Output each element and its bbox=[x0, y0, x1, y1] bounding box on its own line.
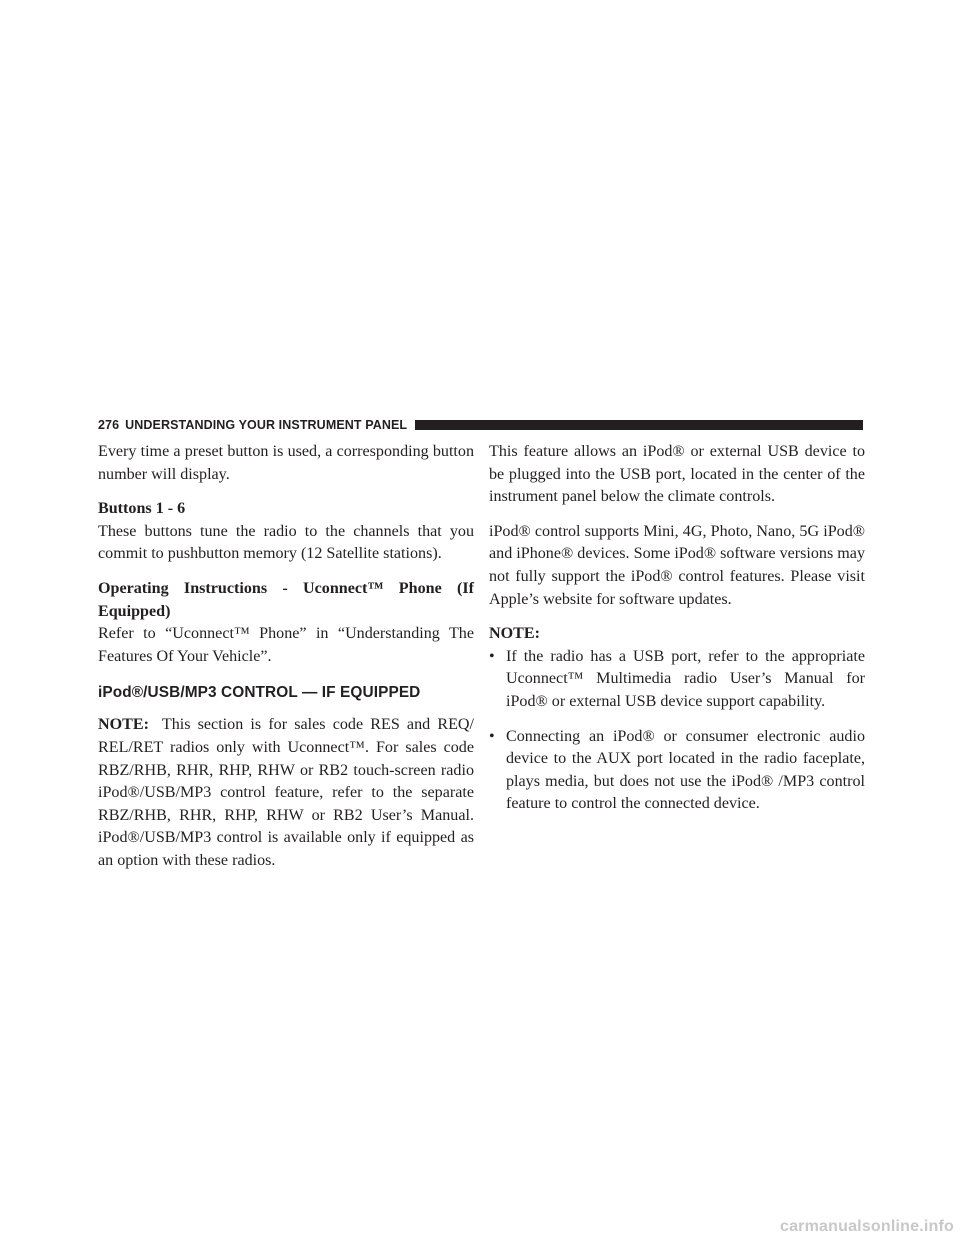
feature-paragraph: This feature allows an iPod® or external USB device to be plugged into the USB port, located in the center of the instrument panel below the climate controls. bbox=[489, 443, 865, 506]
page-number: 276 bbox=[98, 418, 120, 432]
note-text: This section is for sales code RES and REQ/ REL/RET radios only with Uconnect™. For sales code RBZ/RHB, RHR, RHP, RHW or RB2 touch-screen radio iPod®/USB/MP3 control feature, refer to the separate RBZ/RHB, RHR, RHP, RHW or RB2 User’s Manual. iPod®/USB/MP3 control is available only if equipped as an option with these radios. bbox=[98, 716, 475, 869]
ipod-section-heading: iPod®/USB/MP3 CONTROL — IF EQUIPPED bbox=[98, 684, 421, 702]
operating-text: Refer to “Uconnect™ Phone” in “Understanding The Features Of Your Vehicle”. bbox=[98, 625, 474, 665]
header-rule bbox=[415, 420, 863, 430]
section-title: UNDERSTANDING YOUR INSTRUMENT PANEL bbox=[125, 418, 408, 432]
right-note-label: NOTE: bbox=[489, 625, 540, 643]
list-item bbox=[489, 646, 865, 714]
bullet-text: If the radio has a USB port, refer to the appropriate Uconnect™ Multimedia radio User’s Manual for iPod® or external USB device support capability. bbox=[506, 647, 865, 710]
right-column bbox=[489, 441, 865, 828]
page-header bbox=[98, 415, 863, 435]
operating-section bbox=[98, 578, 474, 668]
ipod-note-paragraph bbox=[98, 714, 474, 872]
preset-intro-paragraph: Every time a preset button is used, a corresponding button number will display. bbox=[98, 443, 474, 483]
operating-heading: Operating Instructions - Uconnect™ Phone (If Equipped) bbox=[98, 579, 474, 620]
bullet-icon: • bbox=[489, 647, 495, 665]
bullet-icon: • bbox=[489, 727, 495, 745]
support-paragraph: iPod® control supports Mini, 4G, Photo, Nano, 5G iPod® and iPhone® devices. Some iPod® software versions may not fully support the iPod® control features. Please visit Apple’s website for software updates. bbox=[489, 522, 865, 608]
list-item bbox=[489, 726, 865, 816]
buttons-section bbox=[98, 498, 474, 566]
buttons-text: These buttons tune the radio to the channels that you commit to pushbutton memory (12 Satellite stations). bbox=[98, 522, 474, 563]
note-label: NOTE: bbox=[98, 716, 149, 734]
note-bullet-list bbox=[489, 646, 865, 816]
bullet-text: Connecting an iPod® or consumer electronic audio device to the AUX port located in the radio faceplate, plays media, but does not use the iPod® /MP3 control feature to control the connected device. bbox=[506, 727, 865, 813]
buttons-heading: Buttons 1 - 6 bbox=[98, 500, 186, 518]
watermark: carmanualsonline.info bbox=[779, 1218, 954, 1235]
left-column bbox=[98, 441, 474, 885]
